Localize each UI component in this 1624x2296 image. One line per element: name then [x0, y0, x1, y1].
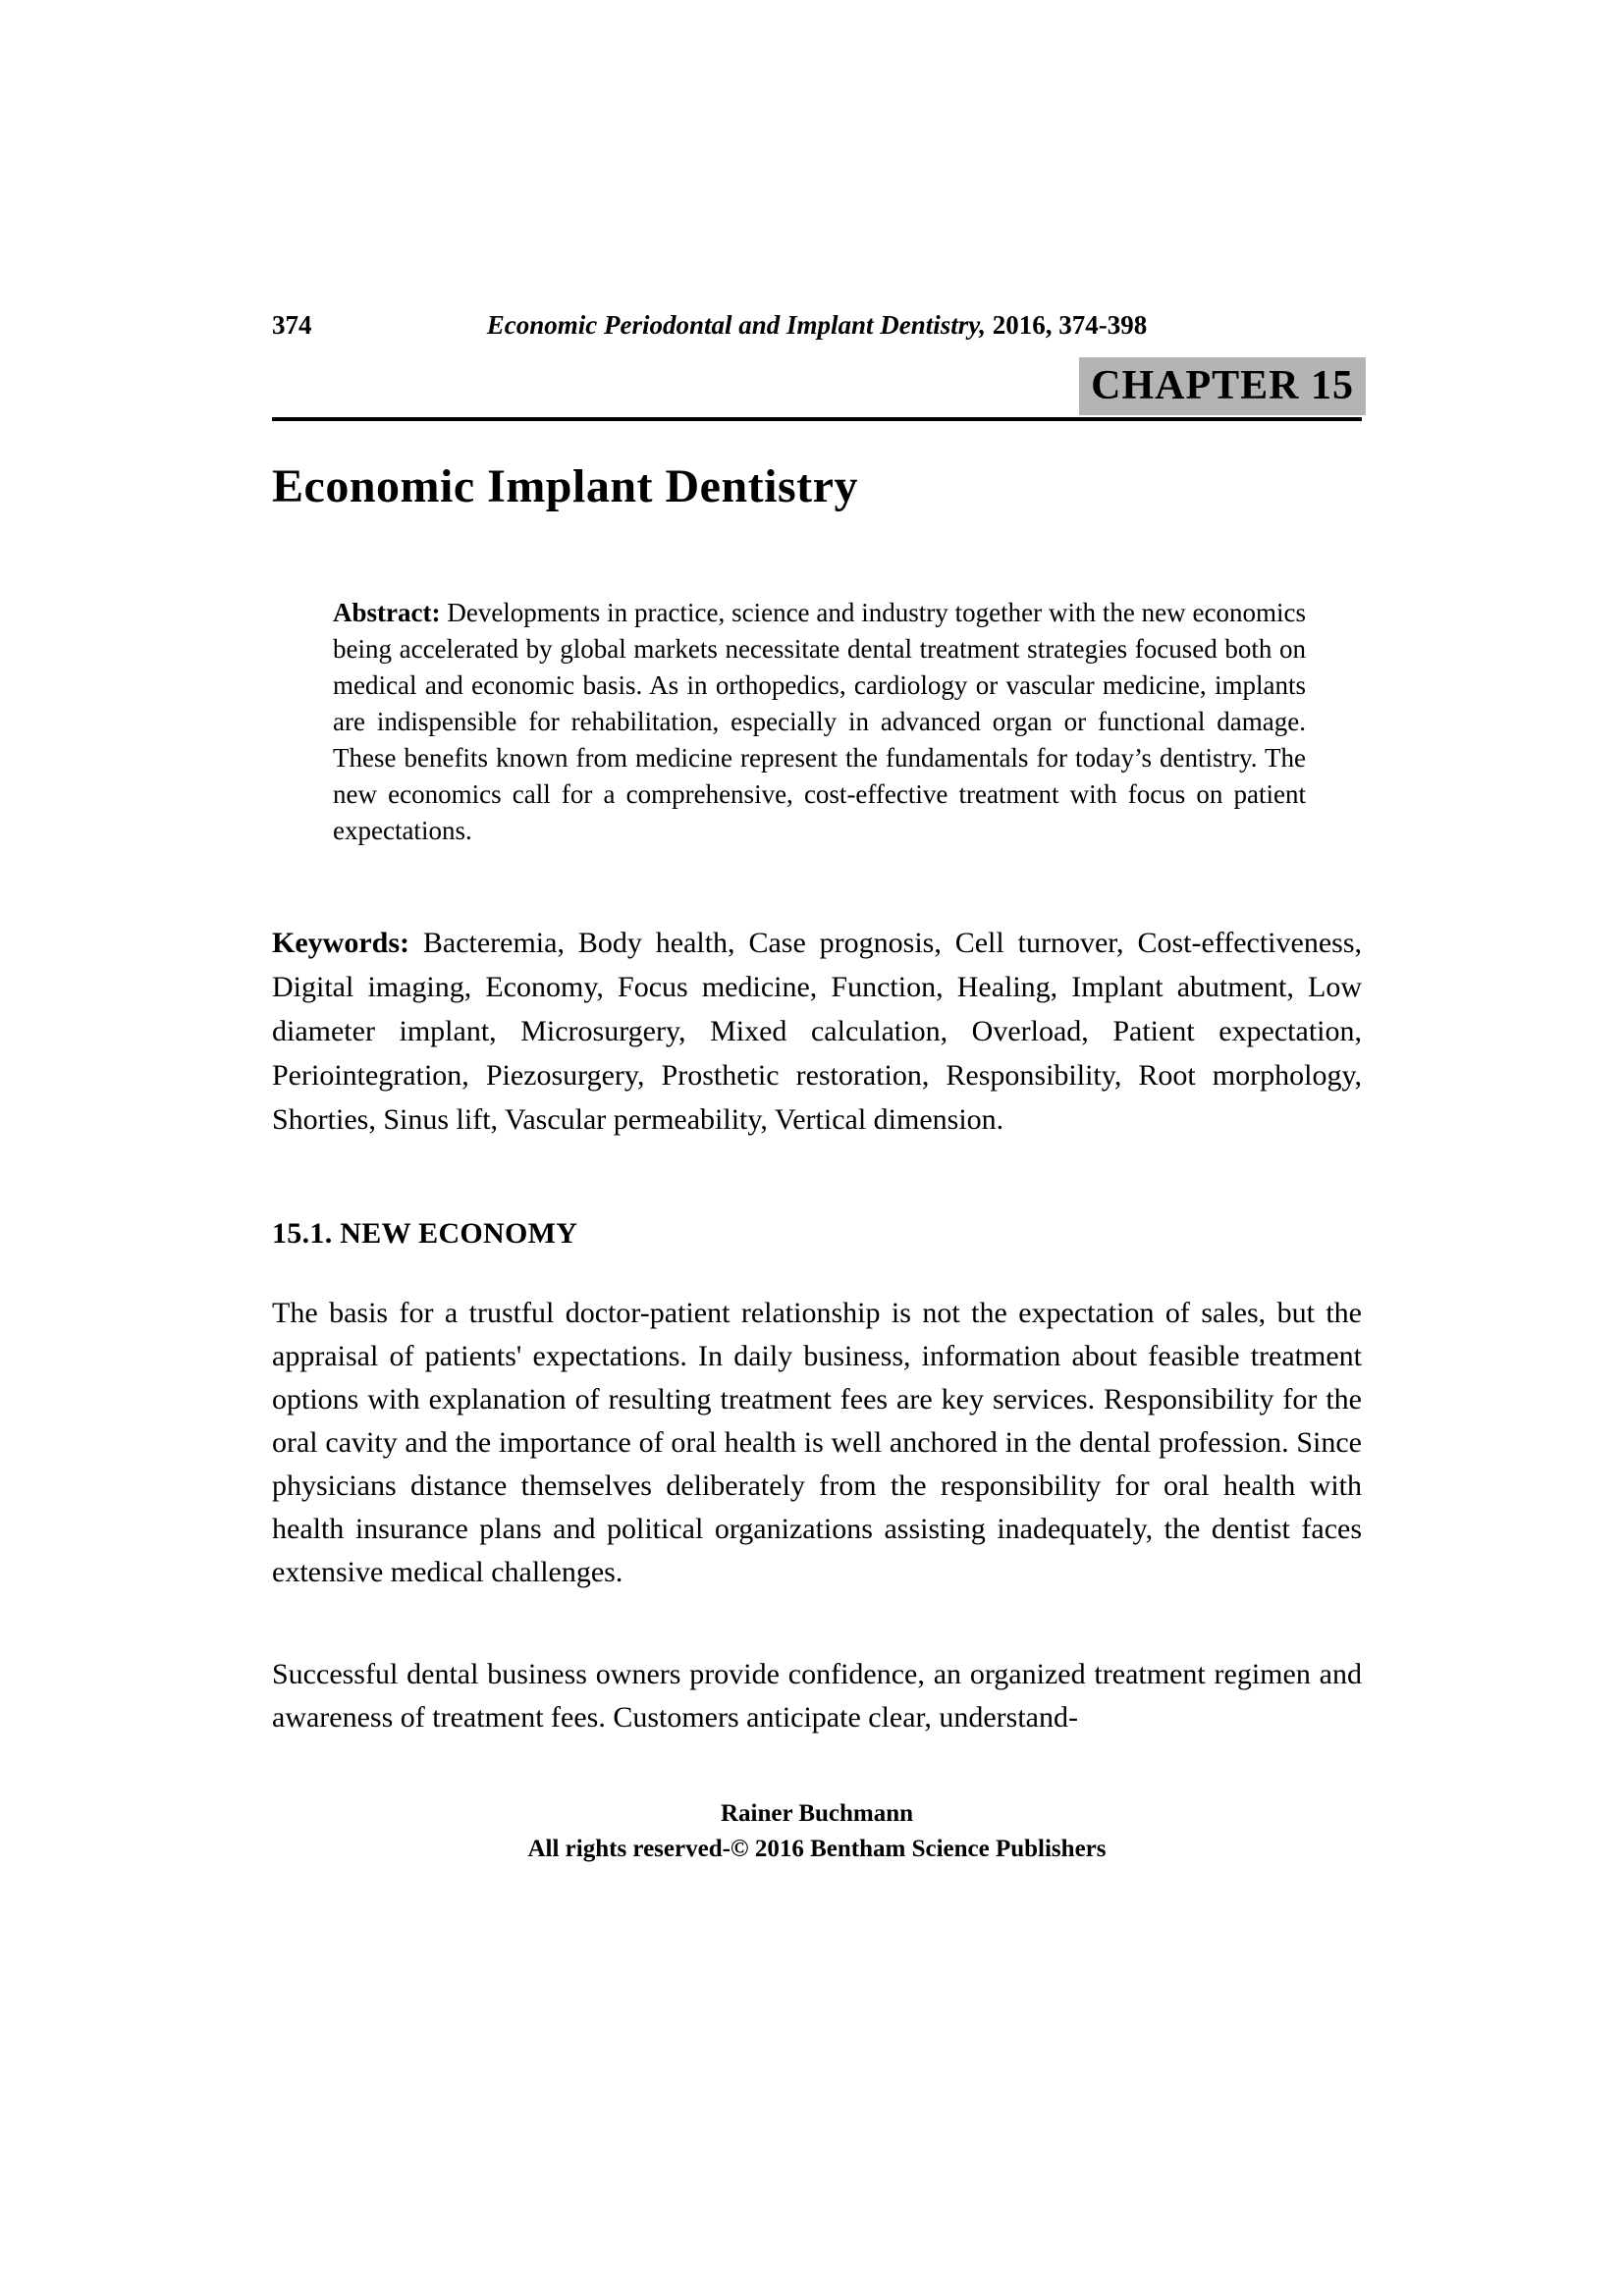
- running-title: [272, 310, 1362, 341]
- running-title-journal: Economic Periodontal and Implant Dentistry,: [486, 310, 987, 340]
- page-number: 374: [272, 310, 312, 340]
- page-title: Economic Implant Dentistry: [272, 460, 858, 512]
- page-footer: [272, 1796, 1362, 1867]
- keywords-paragraph: [272, 921, 1362, 1142]
- abstract-label: Abstract:: [333, 598, 441, 627]
- header-rule: [272, 417, 1362, 421]
- section-heading: 15.1. NEW ECONOMY: [272, 1217, 578, 1250]
- body-paragraph-2: Successful dental business owners provide confidence, an organized treatment regimen and awareness of treatment fees. Customers anticipate clear, understand-: [272, 1658, 1362, 1734]
- footer-rights: All rights reserved-© 2016 Bentham Science Publishers: [527, 1836, 1107, 1862]
- abstract-text: Developments in practice, science and industry together with the new economics being accelerated by global markets necessitate dental treatment strategies focused both on medical and economic basis. As in orthopedics, cardiology or vascular medicine, implants are indispensible for rehabilitation, especially in advanced organ or functional damage. These benefits known from medicine represent the fundamentals for today’s dentistry. The new economics call for a comprehensive, cost-effective treatment with focus on patient expectations.: [333, 598, 1306, 845]
- body-paragraph-1: The basis for a trustful doctor-patient relationship is not the expectation of sales, but the appraisal of patients' expectations. In daily business, information about feasible treatment options with explanation of resulting treatment fees are key services. Responsibility for the oral cavity and the importance of oral health is well anchored in the dental profession. Since physicians distance themselves deliberately from the responsibility for oral health with health insurance plans and political organizations assisting inadequately, the dentist faces extensive medical challenges.: [272, 1297, 1362, 1588]
- keywords-text: Bacteremia, Body health, Case prognosis, Cell turnover, Cost-effectiveness, Digital imaging, Economy, Focus medicine, Function, Healing, Implant abutment, Low diameter implant, Microsurgery, Mixed calculation, Overload, Patient expectation, Periointegration, Piezosurgery, Prosthetic restoration, Responsibility, Root morphology, Shorties, Sinus lift, Vascular permeability, Vertical dimension.: [272, 927, 1362, 1136]
- abstract-paragraph: [333, 595, 1306, 849]
- running-title-issue: 2016, 374-398: [986, 310, 1148, 340]
- running-header: [272, 310, 1362, 346]
- keywords-label: Keywords:: [272, 927, 409, 959]
- footer-author: Rainer Buchmann: [720, 1800, 914, 1827]
- chapter-badge: CHAPTER 15: [1079, 357, 1366, 415]
